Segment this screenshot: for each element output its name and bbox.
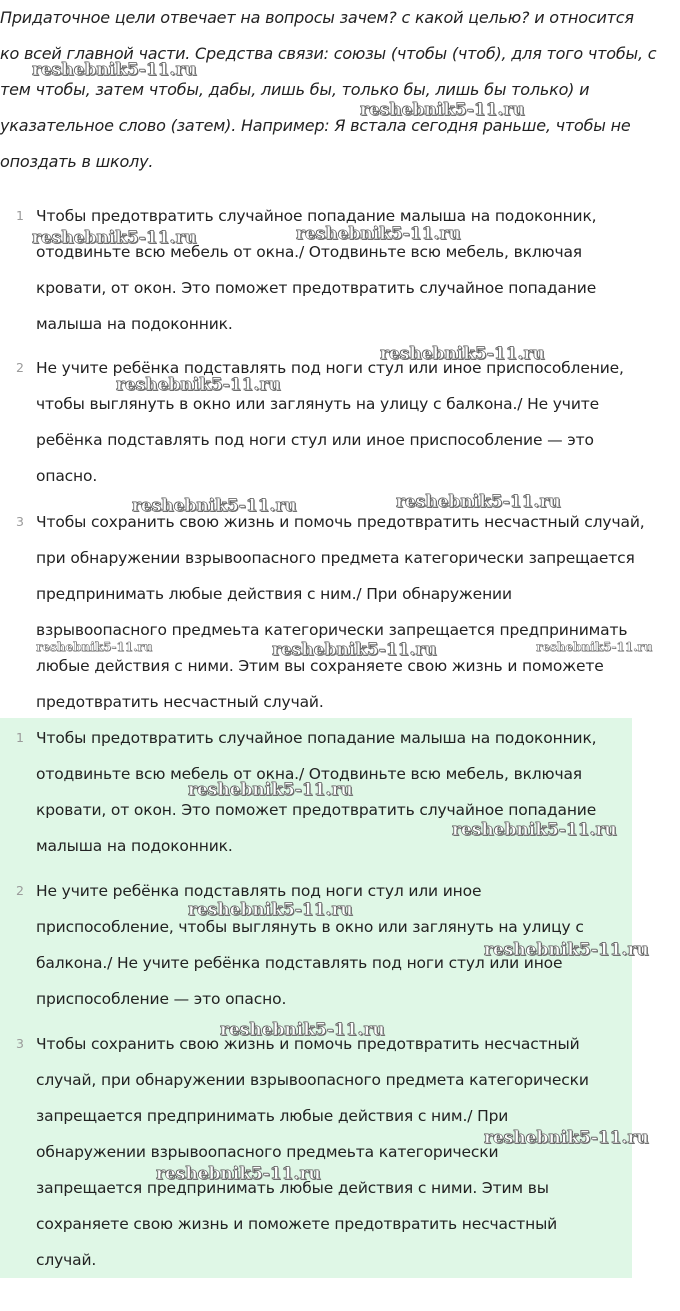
item-line: запрещается предпринимать любые действия с ними. Этим вы [36, 1179, 549, 1197]
item-line: обнаружении взрывоопасного предмеьта категорически [36, 1143, 499, 1161]
item-line: отодвиньте всю мебель от окна./ Отодвиньте всю мебель, включая [36, 243, 582, 261]
item-line: малыша на подоконник. [36, 315, 233, 333]
item-line: запрещается предпринимать любые действия с ним./ При [36, 1107, 509, 1125]
watermark-text: reshebnik5-11.ru [32, 228, 197, 248]
item-text [36, 873, 584, 1017]
watermark-text: reshebnik5-11.ru [188, 780, 353, 800]
item-number: 2 [16, 883, 24, 898]
item-line: малыша на подоконник. [36, 837, 233, 855]
watermark-text: reshebnik5-11.ru [484, 1128, 649, 1148]
item-line: кровати, от окон. Это поможет предотвратить случайное попадание [36, 801, 597, 819]
item-number: 3 [16, 1036, 24, 1051]
item-line: Чтобы предотвратить случайное попадание малыша на подоконник, [36, 729, 597, 747]
item-line: Не учите ребёнка подставлять под ноги стул или иное [36, 882, 482, 900]
item-line: отодвиньте всю мебель от окна./ Отодвиньте всю мебель, включая [36, 765, 582, 783]
item-line: чтобы выглянуть в окно или заглянуть на улицу с балкона./ Не учите [36, 395, 600, 413]
item-line: предпринимать любые действия с ним./ При обнаружении [36, 585, 512, 603]
intro-line: указательное слово (затем). Например: Я встала сегодня раньше, чтобы не [0, 116, 631, 135]
item-line: сохраняете свою жизнь и поможете предотвратить несчастный [36, 1215, 558, 1233]
watermark-text: reshebnik5-11.ru [132, 496, 297, 516]
item-line: Чтобы сохранить свою жизнь и помочь предотвратить несчастный [36, 1035, 580, 1053]
item-line: приспособление — это опасно. [36, 990, 287, 1008]
item-number: 2 [16, 360, 24, 375]
item-text [36, 1026, 589, 1278]
item-line: Чтобы сохранить свою жизнь и помочь предотвратить несчастный случай, [36, 513, 645, 531]
item-line: балкона./ Не учите ребёнка подставлять под ноги стул или иное [36, 954, 563, 972]
item-number: 1 [16, 208, 24, 223]
watermark-text: reshebnik5-11.ru [452, 820, 617, 840]
item-line: случай, при обнаружении взрывоопасного предмета категорически [36, 1071, 589, 1089]
item-text [36, 350, 624, 494]
item-line: предотвратить несчастный случай. [36, 693, 324, 711]
highlighted-answer-block [0, 718, 632, 1278]
watermark-text: reshebnik5-11.ru [188, 900, 353, 920]
item-line: при обнаружении взрывоопасного предмета категорически запрещается [36, 549, 635, 567]
item-line: опасно. [36, 467, 98, 485]
watermark-text: reshebnik5-11.ru [32, 60, 197, 80]
item-line: любые действия с ними. Этим вы сохраняете свою жизнь и поможете [36, 657, 604, 675]
item-line: кровати, от окон. Это поможет предотвратить случайное попадание [36, 279, 597, 297]
item-line: взрывоопасного предмеьта категорически запрещается предпринимать [36, 621, 628, 639]
intro-line: опоздать в школу. [0, 152, 154, 171]
watermark-text: reshebnik5-11.ru [536, 640, 653, 654]
watermark-text: reshebnik5-11.ru [156, 1164, 321, 1184]
watermark-text: reshebnik5-11.ru [272, 640, 437, 660]
item-line: случай. [36, 1251, 97, 1269]
item-line: Чтобы предотвратить случайное попадание малыша на подоконник, [36, 207, 597, 225]
item-text [36, 198, 596, 342]
item-line: приспособление, чтобы выглянуть в окно или заглянуть на улицу с [36, 918, 584, 936]
intro-paragraph [0, 0, 678, 180]
intro-line: тем чтобы, затем чтобы, дабы, лишь бы, только бы, лишь бы только) и [0, 80, 590, 99]
intro-line: Придаточное цели отвечает на вопросы зачем? с какой целью? и относится [0, 8, 634, 27]
intro-line: ко всей главной части. Средства связи: союзы (чтобы (чтоб), для того чтобы, с [0, 44, 657, 63]
watermark-text: reshebnik5-11.ru [36, 640, 153, 654]
watermark-text: reshebnik5-11.ru [380, 344, 545, 364]
item-text [36, 504, 645, 720]
item-text [36, 720, 596, 864]
item-line: ребёнка подставлять под ноги стул или иное приспособление — это [36, 431, 594, 449]
watermark-text: reshebnik5-11.ru [220, 1020, 385, 1040]
watermark-text: reshebnik5-11.ru [484, 940, 649, 960]
watermark-text: reshebnik5-11.ru [116, 375, 281, 395]
watermark-text: reshebnik5-11.ru [296, 224, 461, 244]
watermark-text: reshebnik5-11.ru [396, 492, 561, 512]
item-number: 1 [16, 730, 24, 745]
item-number: 3 [16, 514, 24, 529]
item-line: Не учите ребёнка подставлять под ноги стул или иное приспособление, [36, 359, 624, 377]
watermark-text: reshebnik5-11.ru [360, 100, 525, 120]
